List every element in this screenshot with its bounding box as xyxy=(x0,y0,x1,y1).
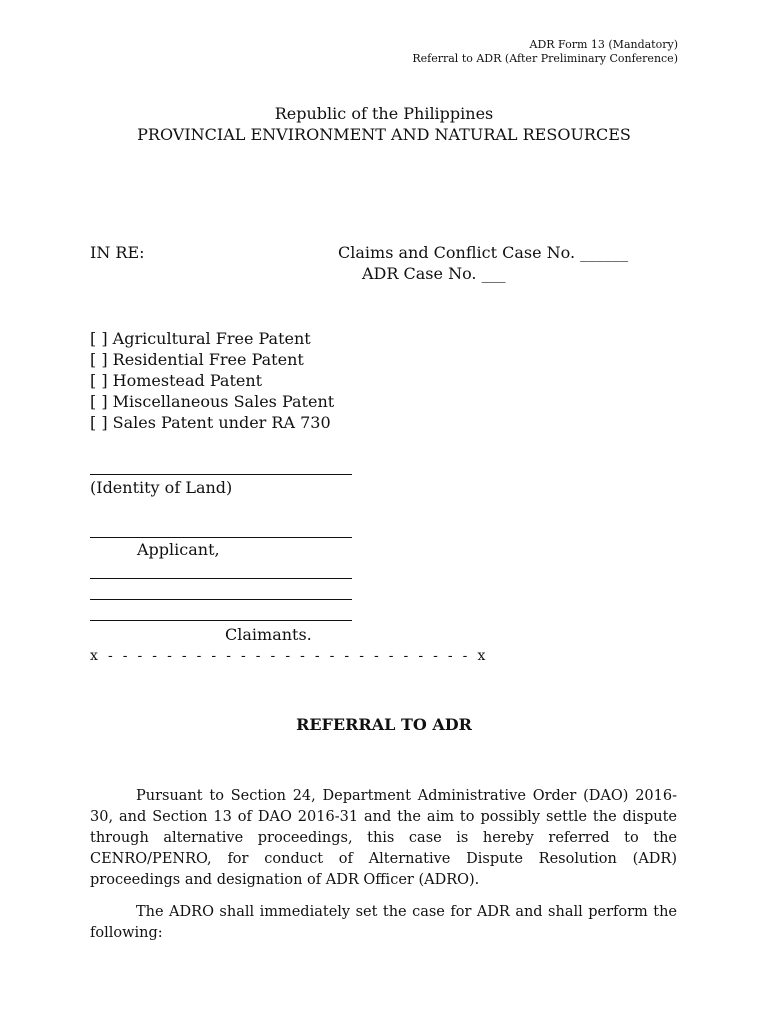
adr-case-number: ADR Case No. ___ xyxy=(362,264,506,283)
claims-case-number: Claims and Conflict Case No. ______ xyxy=(338,243,629,262)
claimant-blank-3 xyxy=(90,620,352,621)
applicant-blank xyxy=(90,537,352,538)
form-subtitle: Referral to ADR (After Preliminary Conference) xyxy=(412,52,678,65)
claimant-blank-1 xyxy=(90,578,352,579)
patent-option-residential: [ ] Residential Free Patent xyxy=(90,350,304,369)
applicant-label: Applicant, xyxy=(137,540,220,559)
body-paragraph-2: The ADRO shall immediately set the case for ADR and shall perform the following: xyxy=(90,904,677,941)
claimant-blank-2 xyxy=(90,599,352,600)
header-office: PROVINCIAL ENVIRONMENT AND NATURAL RESOURCES xyxy=(137,125,631,144)
in-re-label: IN RE: xyxy=(90,243,145,262)
patent-option-miscellaneous-sales: [ ] Miscellaneous Sales Patent xyxy=(90,392,335,411)
form-number: ADR Form 13 (Mandatory) xyxy=(529,38,678,51)
patent-type-checklist xyxy=(90,328,334,433)
claimants-label: Claimants. xyxy=(225,625,312,644)
body-paragraph-1: Pursuant to Section 24, Department Administrative Order (DAO) 2016-30, and Section 13 of DAO 2016-31 and the aim to possibly settle the dispute through alternative proceedings, this case is hereby referred to the CENRO/PENRO, for conduct of Alternative Dispute Resolution (ADR) proceedings and designation of ADR Officer (ADRO). xyxy=(90,788,677,888)
identity-of-land-label: (Identity of Land) xyxy=(90,478,233,497)
patent-option-sales-ra730: [ ] Sales Patent under RA 730 xyxy=(90,413,331,432)
patent-option-homestead: [ ] Homestead Patent xyxy=(90,371,263,390)
header-republic: Republic of the Philippines xyxy=(274,104,494,123)
document-title: REFERRAL TO ADR xyxy=(296,715,472,734)
caption-separator: x - - - - - - - - - - - - - - - - - - - - - - - - - x xyxy=(90,648,489,664)
form-reference xyxy=(412,38,678,66)
identity-of-land-blank xyxy=(90,474,352,475)
patent-option-agricultural: [ ] Agricultural Free Patent xyxy=(90,329,311,348)
